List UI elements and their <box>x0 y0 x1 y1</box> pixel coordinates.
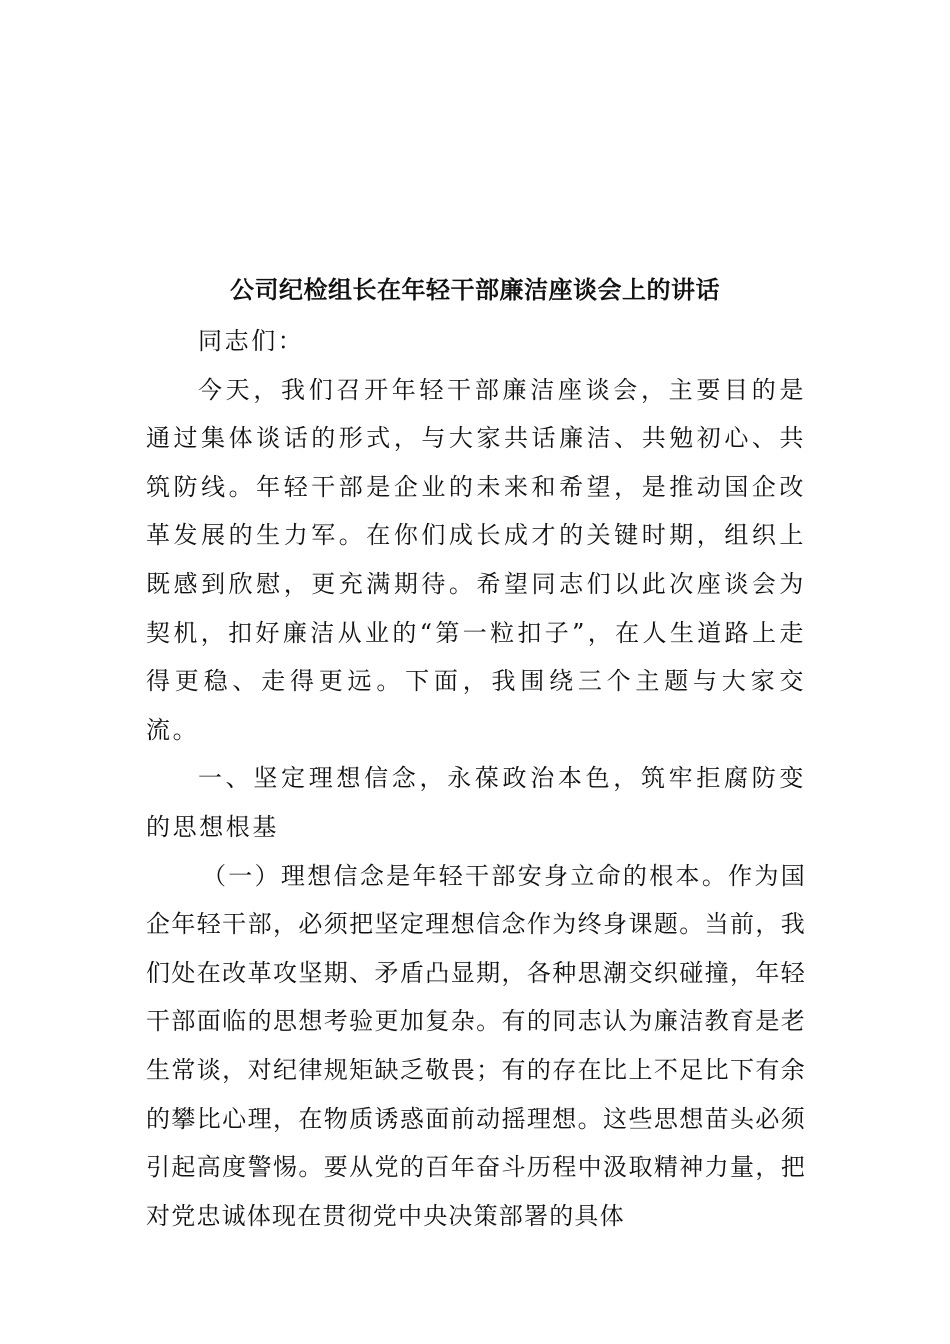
section-heading-1: 一、坚定理想信念，永葆政治本色，筑牢拒腐防变的思想根基 <box>146 764 806 841</box>
paragraph-subsection-1: （一）理想信念是年轻干部安身立命的根本。作为国企年轻干部，必须把坚定理想信念作为终身课题。当前，我们处在改革攻坚期、矛盾凸显期，各种思潮交织碰撞，年轻干部面临的思想考验更加复杂。有的同志认为廉洁教育是老生常谈，对纪律规矩缺乏敬畏；有的存在比上不足比下有余的攀比心理，在物质诱惑面前动摇理想。这些思想苗头必须引起高度警惕。要从党的百年奋斗历程中汲取精神力量，把对党忠诚体现在贯彻党中央决策部署的具体 <box>146 861 806 1230</box>
paragraph-intro: 今天，我们召开年轻干部廉洁座谈会，主要目的是通过集体谈话的形式，与大家共话廉洁、共勉初心、共筑防线。年轻干部是企业的未来和希望，是推动国企改革发展的生力军。在你们成长成才的关键时期，组织上既感到欣慰，更充满期待。希望同志们以此次座谈会为契机，扣好廉洁从业的“第一粒扣子”，在人生道路上走得更稳、走得更远。下面，我围绕三个主题与大家交流。 <box>146 375 806 744</box>
document-body <box>146 317 806 1240</box>
salutation: 同志们： <box>198 327 305 355</box>
document-title: 公司纪检组长在年轻干部廉洁座谈会上的讲话 <box>230 276 720 304</box>
